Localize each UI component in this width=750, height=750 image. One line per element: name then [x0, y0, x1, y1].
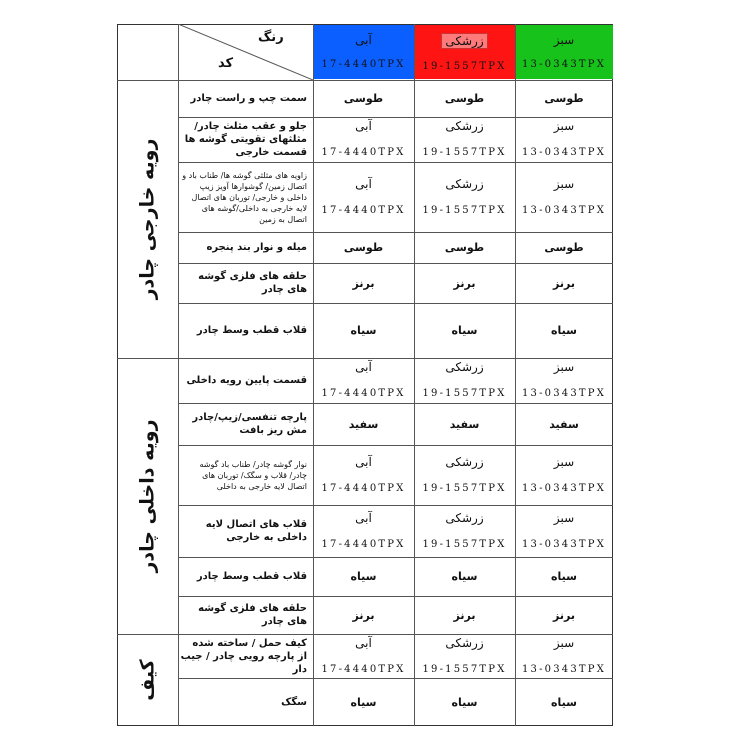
- color-name: آبی: [355, 635, 372, 650]
- color-name: زرشکی: [445, 454, 484, 469]
- value-cell: [313, 358, 414, 403]
- color-name: سیاه: [451, 570, 478, 583]
- section-title: رویه خارجی چادر: [136, 138, 159, 300]
- header-color-code: 17-4440TPX: [321, 59, 406, 70]
- value-cell: [414, 303, 515, 358]
- value-cell: [414, 634, 515, 678]
- color-name: برنز: [352, 608, 375, 622]
- color-name: زرشکی: [445, 510, 484, 525]
- value-cell: [515, 117, 613, 162]
- value-cell: [414, 232, 515, 263]
- color-name: سیاه: [350, 324, 377, 337]
- value-cell: [414, 596, 515, 634]
- row-divider: [178, 403, 613, 404]
- color-name: زرشکی: [445, 360, 484, 374]
- part-label: زاویه های مثلثی گوشه ها/ طناب باد و اتصال زمین/ گوشوارها آویز زیپ داخلی و خارجی/ توربان های اتصال لایه خارجی به داخلی/گوشه های اتصال به زمین: [182, 170, 307, 224]
- color-name: سبز: [553, 635, 575, 650]
- color-name: زرشکی: [445, 635, 484, 650]
- color-name: سیاه: [551, 695, 577, 709]
- color-name: برنز: [453, 276, 476, 290]
- header-color-name: سبز: [553, 33, 575, 47]
- row-divider: [178, 263, 613, 264]
- column-divider: [313, 24, 314, 726]
- color-code: 17-4440TPX: [321, 147, 406, 158]
- part-label: قسمت پایین رویه داخلی: [186, 375, 307, 386]
- value-cell: [515, 232, 613, 263]
- color-code: 17-4440TPX: [321, 388, 406, 399]
- color-name: سبز: [553, 454, 575, 469]
- row-divider: [178, 117, 613, 118]
- header-diagonal: [178, 24, 313, 80]
- color-name: طوسی: [444, 92, 485, 105]
- color-code: 17-4440TPX: [321, 204, 406, 216]
- section-inner-shell: [117, 358, 178, 634]
- section-outer-shell: [117, 80, 178, 358]
- value-cell: [414, 263, 515, 303]
- color-code: 17-4440TPX: [321, 482, 406, 494]
- color-name: طوسی: [343, 241, 384, 254]
- row-divider: [178, 557, 613, 558]
- color-name: آبی: [355, 360, 372, 374]
- code-label: کد: [218, 56, 234, 71]
- color-name: آبی: [355, 119, 372, 133]
- color-name: سبز: [553, 176, 575, 191]
- color-name: سفید: [348, 417, 379, 431]
- value-cell: [515, 162, 613, 232]
- value-cell: [414, 162, 515, 232]
- value-cell: [515, 358, 613, 403]
- color-name: سیاه: [551, 570, 577, 583]
- color-label: رنگ: [258, 30, 284, 45]
- value-cell: [414, 505, 515, 557]
- color-code: 13-0343TPX: [521, 482, 607, 494]
- part-label: میله و نوار بند پنجره: [206, 242, 307, 253]
- color-name: سیاه: [350, 570, 377, 583]
- value-cell: [313, 263, 414, 303]
- color-code: 17-4440TPX: [321, 538, 406, 550]
- part-label: جلو و عقب مثلث چادر/ مثلثهای تقویتی گوشه ها قسمت خارجی: [184, 121, 307, 158]
- section-bag: [117, 634, 178, 726]
- color-code: 13-0343TPX: [521, 538, 607, 550]
- header-color-name: زرشکی: [441, 33, 487, 49]
- value-cell: [515, 678, 613, 726]
- header-color-code: 19-1557TPX: [422, 61, 507, 72]
- color-name: سیاه: [350, 695, 377, 709]
- value-cell: [313, 445, 414, 505]
- value-cell: [414, 358, 515, 403]
- row-divider: [117, 80, 613, 81]
- value-cell: [414, 403, 515, 445]
- color-code: 13-0343TPX: [521, 663, 607, 675]
- value-cell: [515, 445, 613, 505]
- color-name: سیاه: [451, 324, 478, 337]
- color-name: آبی: [355, 454, 372, 469]
- color-code: 13-0343TPX: [521, 147, 607, 158]
- color-code: 19-1557TPX: [422, 204, 507, 216]
- value-cell: [414, 445, 515, 505]
- color-code: 19-1557TPX: [422, 388, 507, 399]
- color-name: سبز: [553, 510, 575, 525]
- color-code: 19-1557TPX: [422, 147, 507, 158]
- section-title: رویه داخلی چادر: [136, 419, 159, 573]
- value-cell: [414, 557, 515, 596]
- row-divider: [178, 162, 613, 163]
- row-divider: [178, 445, 613, 446]
- value-cell: [313, 596, 414, 634]
- value-cell: [313, 403, 414, 445]
- color-name: طوسی: [544, 92, 584, 105]
- color-name: برنز: [553, 608, 575, 622]
- part-label: سگک: [281, 696, 307, 708]
- color-name: سبز: [553, 360, 575, 374]
- color-code: 13-0343TPX: [521, 388, 607, 399]
- color-code: 19-1557TPX: [422, 482, 507, 494]
- value-cell: [414, 678, 515, 726]
- value-cell: [313, 634, 414, 678]
- value-cell: [515, 505, 613, 557]
- row-divider: [178, 232, 613, 233]
- part-label: سمت چپ و راست چادر: [190, 93, 307, 104]
- color-code: 19-1557TPX: [422, 663, 507, 675]
- color-code: 17-4440TPX: [321, 663, 406, 675]
- value-cell: [313, 117, 414, 162]
- value-cell: [313, 505, 414, 557]
- column-divider: [515, 24, 516, 726]
- value-cell: [313, 557, 414, 596]
- header-color-code: 13-0343TPX: [521, 59, 607, 70]
- value-cell: [515, 634, 613, 678]
- row-divider: [178, 505, 613, 506]
- color-name: آبی: [355, 510, 372, 525]
- color-code: 13-0343TPX: [521, 204, 607, 216]
- row-divider: [117, 358, 613, 359]
- part-label: نوار گوشه چادر/ طناب باد گوشه چادر/ قلاب و سگک/ توربان های اتصال لایه خارجی به داخلی: [199, 459, 307, 491]
- color-name: برنز: [453, 608, 476, 622]
- value-cell: [313, 162, 414, 232]
- header-col-maroon: [414, 25, 515, 79]
- color-name: طوسی: [444, 241, 485, 254]
- column-divider: [178, 24, 179, 726]
- value-cell: [515, 596, 613, 634]
- color-name: سیاه: [451, 695, 478, 709]
- column-divider: [414, 24, 415, 726]
- value-cell: [515, 403, 613, 445]
- value-cell: [313, 80, 414, 117]
- color-code: 19-1557TPX: [422, 538, 507, 550]
- value-cell: [414, 80, 515, 117]
- part-label: کیف حمل / ساخته شده از پارچه رویی چادر / جیب دار: [180, 637, 307, 675]
- color-name: سیاه: [551, 324, 577, 337]
- part-label: قلاب قطب وسط چادر: [196, 325, 307, 336]
- row-divider: [178, 596, 613, 597]
- part-label: حلقه های فلزی گوشه های چادر: [198, 271, 307, 295]
- color-name: سبز: [553, 119, 575, 133]
- color-name: برنز: [352, 276, 375, 290]
- value-cell: [313, 232, 414, 263]
- color-name: آبی: [355, 176, 372, 191]
- part-label: قلاب های اتصال لایه داخلی به خارجی: [205, 519, 307, 543]
- value-cell: [313, 678, 414, 726]
- value-cell: [515, 303, 613, 358]
- part-label: قلاب قطب وسط چادر: [196, 571, 307, 582]
- row-divider: [117, 634, 613, 635]
- row-divider: [178, 678, 613, 679]
- header-col-green: [515, 25, 613, 79]
- color-name: طوسی: [544, 241, 584, 254]
- value-cell: [313, 303, 414, 358]
- header-color-name: آبی: [355, 33, 372, 47]
- value-cell: [515, 80, 613, 117]
- part-label: حلقه های فلزی گوشه های چادر: [198, 603, 307, 627]
- color-name: زرشکی: [445, 176, 484, 191]
- value-cell: [414, 117, 515, 162]
- color-name: طوسی: [343, 92, 384, 105]
- header-col-blue: [313, 25, 414, 79]
- color-name: سفید: [549, 417, 579, 431]
- color-name: برنز: [553, 276, 575, 290]
- row-divider: [178, 303, 613, 304]
- value-cell: [515, 557, 613, 596]
- color-name: زرشکی: [445, 119, 484, 133]
- part-label: پارچه تنفسی/زیپ/چادر مش ریز بافت: [192, 412, 307, 436]
- section-title: کیف: [136, 659, 159, 701]
- value-cell: [515, 263, 613, 303]
- color-name: سفید: [449, 417, 480, 431]
